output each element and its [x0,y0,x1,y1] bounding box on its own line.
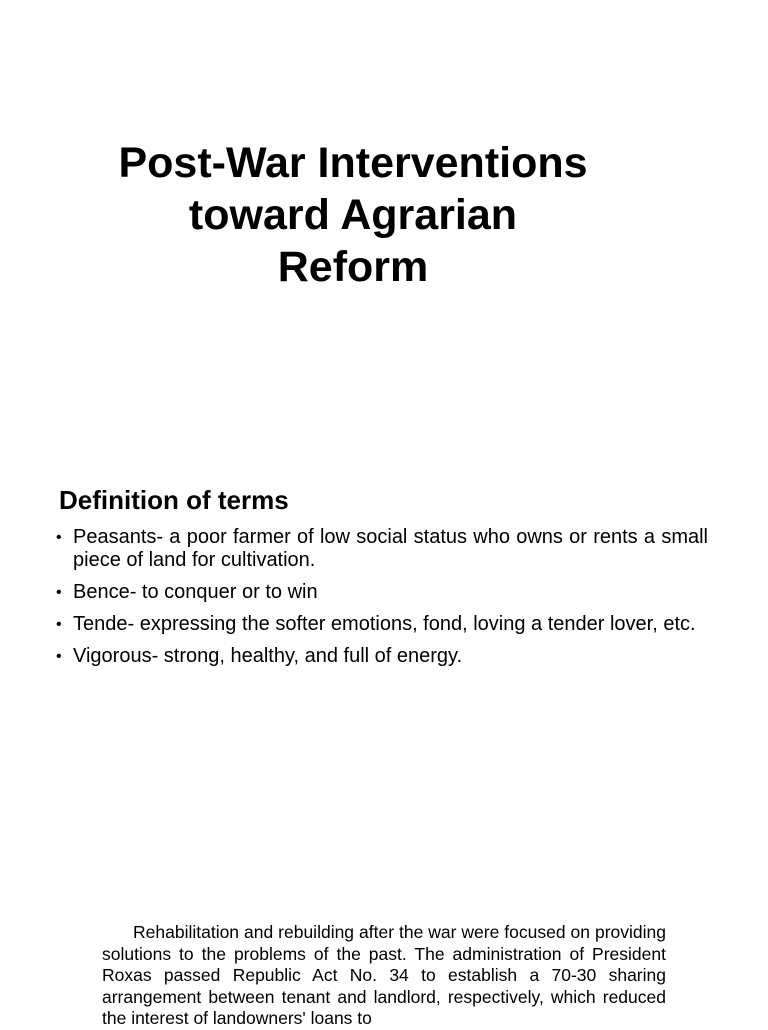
definitions-heading: Definition of terms [59,485,289,515]
list-item [56,613,708,636]
bullet-icon: • [56,584,62,601]
slide-title [0,137,706,293]
definition-text: Peasants- a poor farmer of low social status who owns or rents a small piece of land for cultivation. [73,526,708,571]
title-line-1: Post-War Interventions [118,139,588,187]
bullet-icon: • [56,616,62,633]
bullet-icon: • [56,529,62,546]
definition-text: Bence- to conquer or to win [73,581,318,603]
list-item [56,526,708,572]
title-line-2: toward Agrarian [188,191,518,239]
definition-text: Vigorous- strong, healthy, and full of energy. [73,645,463,667]
list-item [56,581,708,604]
bullet-icon: • [56,648,62,665]
list-item [56,645,708,668]
definition-text: Tende- expressing the softer emotions, fond, loving a tender lover, etc. [73,613,696,635]
definitions-list [56,526,708,677]
title-line-3: Reform [277,243,429,291]
body-paragraph: Rehabilitation and rebuilding after the war were focused on providing solutions to the problems of the past. The administration of President Roxas passed Republic Act No. 34 to establish a 70-30 sharing arrangement between tenant and landlord, respectively, which reduced the interest of landowners' loans to [102,922,666,1028]
